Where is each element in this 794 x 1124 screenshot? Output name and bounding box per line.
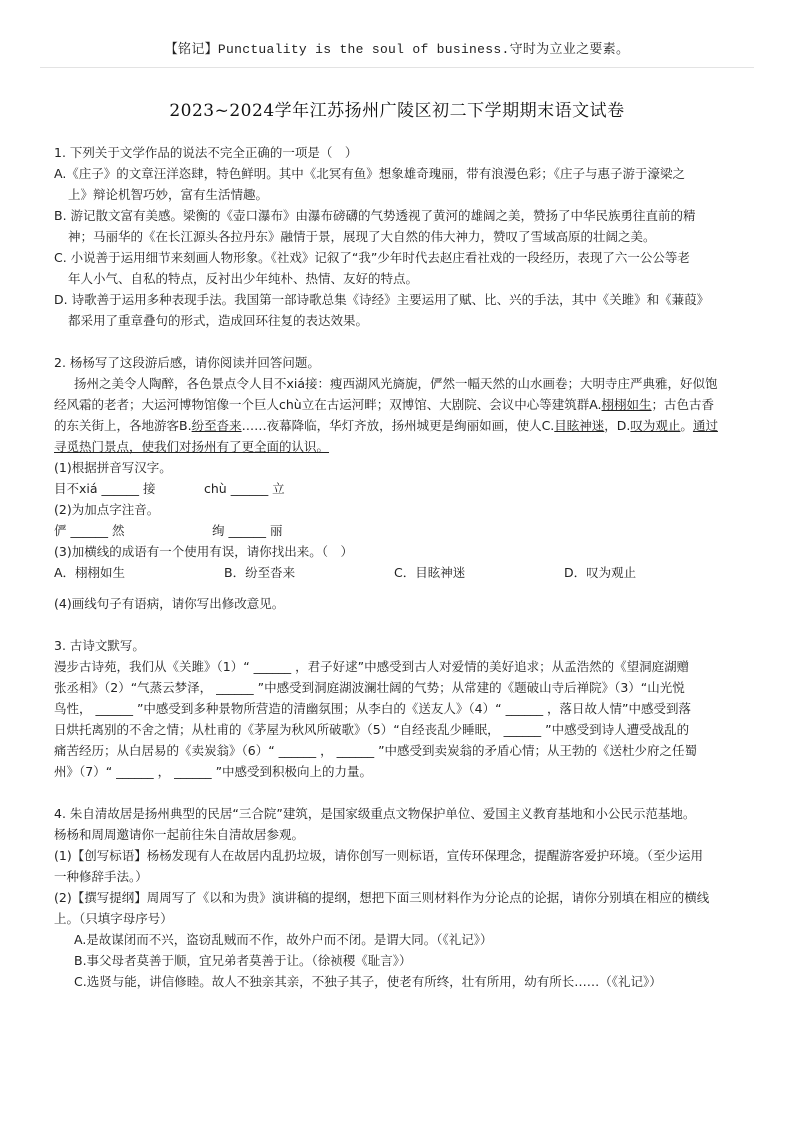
q3-line4: 日烘托离别的不舍之情；从杜甫的《茅屋为秋风所破歌》（5）“自经丧乱少睡眠， ______ ”中感受到诗人遭受战乱的: [54, 722, 690, 737]
q2-passage-text: ；古色古香: [651, 397, 715, 412]
q2-option-a: A．栩栩如生: [54, 565, 126, 580]
idiom-b: 纷至沓来: [191, 418, 242, 433]
q1-option-a-line1: A.《庄子》的文章汪洋恣肆，特色鲜明。其中《北冥有鱼》想象雄奇瑰丽，带有浪漫色彩；《庄子与惠子游于濠梁之: [54, 166, 686, 181]
q2-passage-line1: 扬州之美令人陶醉，各色景点令人目不xiá接：瘦西湖风光旖旎，俨然一幅天然的山水画卷；大明寺庄严典雅，好似饱: [74, 376, 718, 391]
q2-passage-text: ……夜幕降临，华灯齐放，扬州城更是绚丽如画，使人C.: [241, 418, 555, 433]
q2-option-c: C．目眩神迷: [394, 565, 466, 580]
question-1: [54, 142, 744, 331]
underlined-sentence-start: 通过: [692, 418, 718, 433]
question-4-stem-line1: 4. 朱自清故居是扬州典型的民居“三合院”建筑，是国家级重点文物保护单位、爱国主义教育基地和小公民示范基地。: [54, 806, 696, 821]
q2-sub2: (2)为加点字注音。: [54, 502, 160, 517]
q2-sub3: (3)加横线的成语有一个使用有误，请你找出来。（ ）: [54, 544, 353, 559]
q2-sub1: (1)根据拼音写汉字。: [54, 460, 172, 475]
q1-option-d-line2: 都采用了重章叠句的形式，造成回环往复的表达效果。: [68, 313, 369, 328]
q4-sub2-line2: 上。（只填字母序号）: [54, 911, 173, 926]
q1-option-c-line2: 年人小气、自私的特点，反衬出少年纯朴、热情、友好的特点。: [68, 271, 419, 286]
question-2: [54, 352, 744, 614]
question-4: [54, 803, 744, 992]
blank-chu: chù ______ 立: [204, 481, 285, 496]
header-divider: [40, 67, 754, 68]
idiom-d: 叹为观止: [630, 418, 681, 433]
q4-sub1-line1: (1)【创写标语】杨杨发现有人在故居内乱扔垃圾，请你创写一则标语，宣传环保理念，提醒游客爱护环境。（至少运用: [54, 848, 703, 863]
q2-sub3-options: [54, 562, 744, 583]
motto-header: 【铭记】Punctuality is the soul of business.守时为立业之要素。: [164, 42, 630, 57]
q2-passage-line3: [54, 415, 744, 436]
q1-option-a-line2: 上》辩论机智巧妙，富有生活情趣。: [68, 187, 269, 202]
q3-line1: 漫步古诗苑，我们从《关雎》（1）“ ______ ，君子好逑”中感受到古人对爱情的美好追求；从孟浩然的《望洞庭湖赠: [54, 659, 690, 674]
idiom-a: 栩栩如生: [601, 397, 652, 412]
blank-xuan: 绚 ______ 丽: [212, 523, 283, 538]
q4-material-c: C.选贤与能，讲信修睦。故人不独亲其亲，不独子其子，使老有所终，壮有所用，幼有所长……（《礼记》）: [74, 974, 662, 989]
blank-xia: 目不xiá ______ 接: [54, 481, 156, 496]
q2-option-d: D．叹为观止: [564, 565, 637, 580]
q4-material-b: B.事父母者莫善于顺，宜兄弟者莫善于让。（徐祯稷《耻言》）: [74, 953, 412, 968]
q4-sub1-line2: 一种修辞手法。）: [54, 869, 148, 884]
exam-title: 2023~2024学年江苏扬州广陵区初二下学期期末语文试卷: [169, 101, 625, 121]
q3-line3: 鸟性， ______ ”中感受到多种景物所营造的清幽氛围；从李白的《送友人》（4）“ ______ ，落日故人情”中感受到落: [54, 701, 692, 716]
q4-sub2-line1: (2)【撰写提纲】周周写了《以和为贵》演讲稿的提纲，想把下面三则材料作为分论点的论据，请你分别填在相应的横线: [54, 890, 710, 905]
q2-sub1-blanks: [54, 478, 744, 499]
q1-option-b-line2: 神；马丽华的《在长江源头各拉丹东》融情于景，展现了大自然的伟大神力，赞叹了雪域高原的壮阔之美。: [68, 229, 656, 244]
q1-option-d-line1: D. 诗歌善于运用多种表现手法。我国第一部诗歌总集《诗经》主要运用了赋、比、兴的手法，其中《关雎》和《蒹葭》: [54, 292, 710, 307]
question-1-stem: 1. 下列关于文学作品的说法不完全正确的一项是（ ）: [54, 145, 358, 160]
question-3-stem: 3. 古诗文默写。: [54, 638, 145, 653]
q1-option-c-line1: C. 小说善于运用细节来刻画人物形象。《社戏》记叙了“我”少年时代去赵庄看社戏的一段经历，表现了六一公公等老: [54, 250, 690, 265]
question-3: [54, 635, 744, 782]
idiom-c: 目眩神迷: [554, 418, 605, 433]
q2-passage-text: 经风霜的老者；大运河博物馆像一个巨人chù立在古运河畔；双博馆、大剧院、会议中心等建筑群A.: [54, 397, 602, 412]
question-2-stem: 2. 杨杨写了这段游后感，请你阅读并回答问题。: [54, 355, 320, 370]
q3-line6: 州》（7）“ ______ ， ______ ”中感受到积极向上的力量。: [54, 764, 373, 779]
exam-content: [54, 142, 744, 992]
q2-sub2-blanks: [54, 520, 744, 541]
q2-passage-line4: [54, 436, 744, 457]
q1-option-b-line1: B. 游记散文富有美感。梁衡的《壶口瀑布》由瀑布磅礴的气势透视了黄河的雄阔之美，赞扬了中华民族勇往直前的精: [54, 208, 696, 223]
q2-option-b: B．纷至沓来: [224, 565, 296, 580]
q2-passage-text: 的东关街上，各地游客B.: [54, 418, 192, 433]
q2-sub4: (4)画线句子有语病，请你写出修改意见。: [54, 596, 285, 611]
q3-line2: 张丞相》（2）“气蒸云梦泽， ______ ”中感受到洞庭湖波澜壮阔的气势；从常建的《题破山寺后禅院》（3）“山光悦: [54, 680, 685, 695]
blank-yan: 俨 ______ 然: [54, 523, 125, 538]
q3-line5: 痛苦经历；从白居易的《卖炭翁》（6）“ ______ ， ______ ”中感受到卖炭翁的矛盾心情；从王勃的《送杜少府之任蜀: [54, 743, 698, 758]
q2-passage-line2: [54, 394, 744, 415]
q2-passage-text: 。: [680, 418, 693, 433]
underlined-sentence: 寻觅热门景点，使我们对扬州有了更全面的认识。: [54, 439, 330, 454]
question-4-stem-line2: 杨杨和周周邀请你一起前往朱自清故居参观。: [54, 827, 305, 842]
q2-passage-text: ，D.: [604, 418, 631, 433]
q4-material-a: A.是故谋闭而不兴，盗窃乱贼而不作，故外户而不闭。是谓大同。（《礼记》）: [74, 932, 493, 947]
